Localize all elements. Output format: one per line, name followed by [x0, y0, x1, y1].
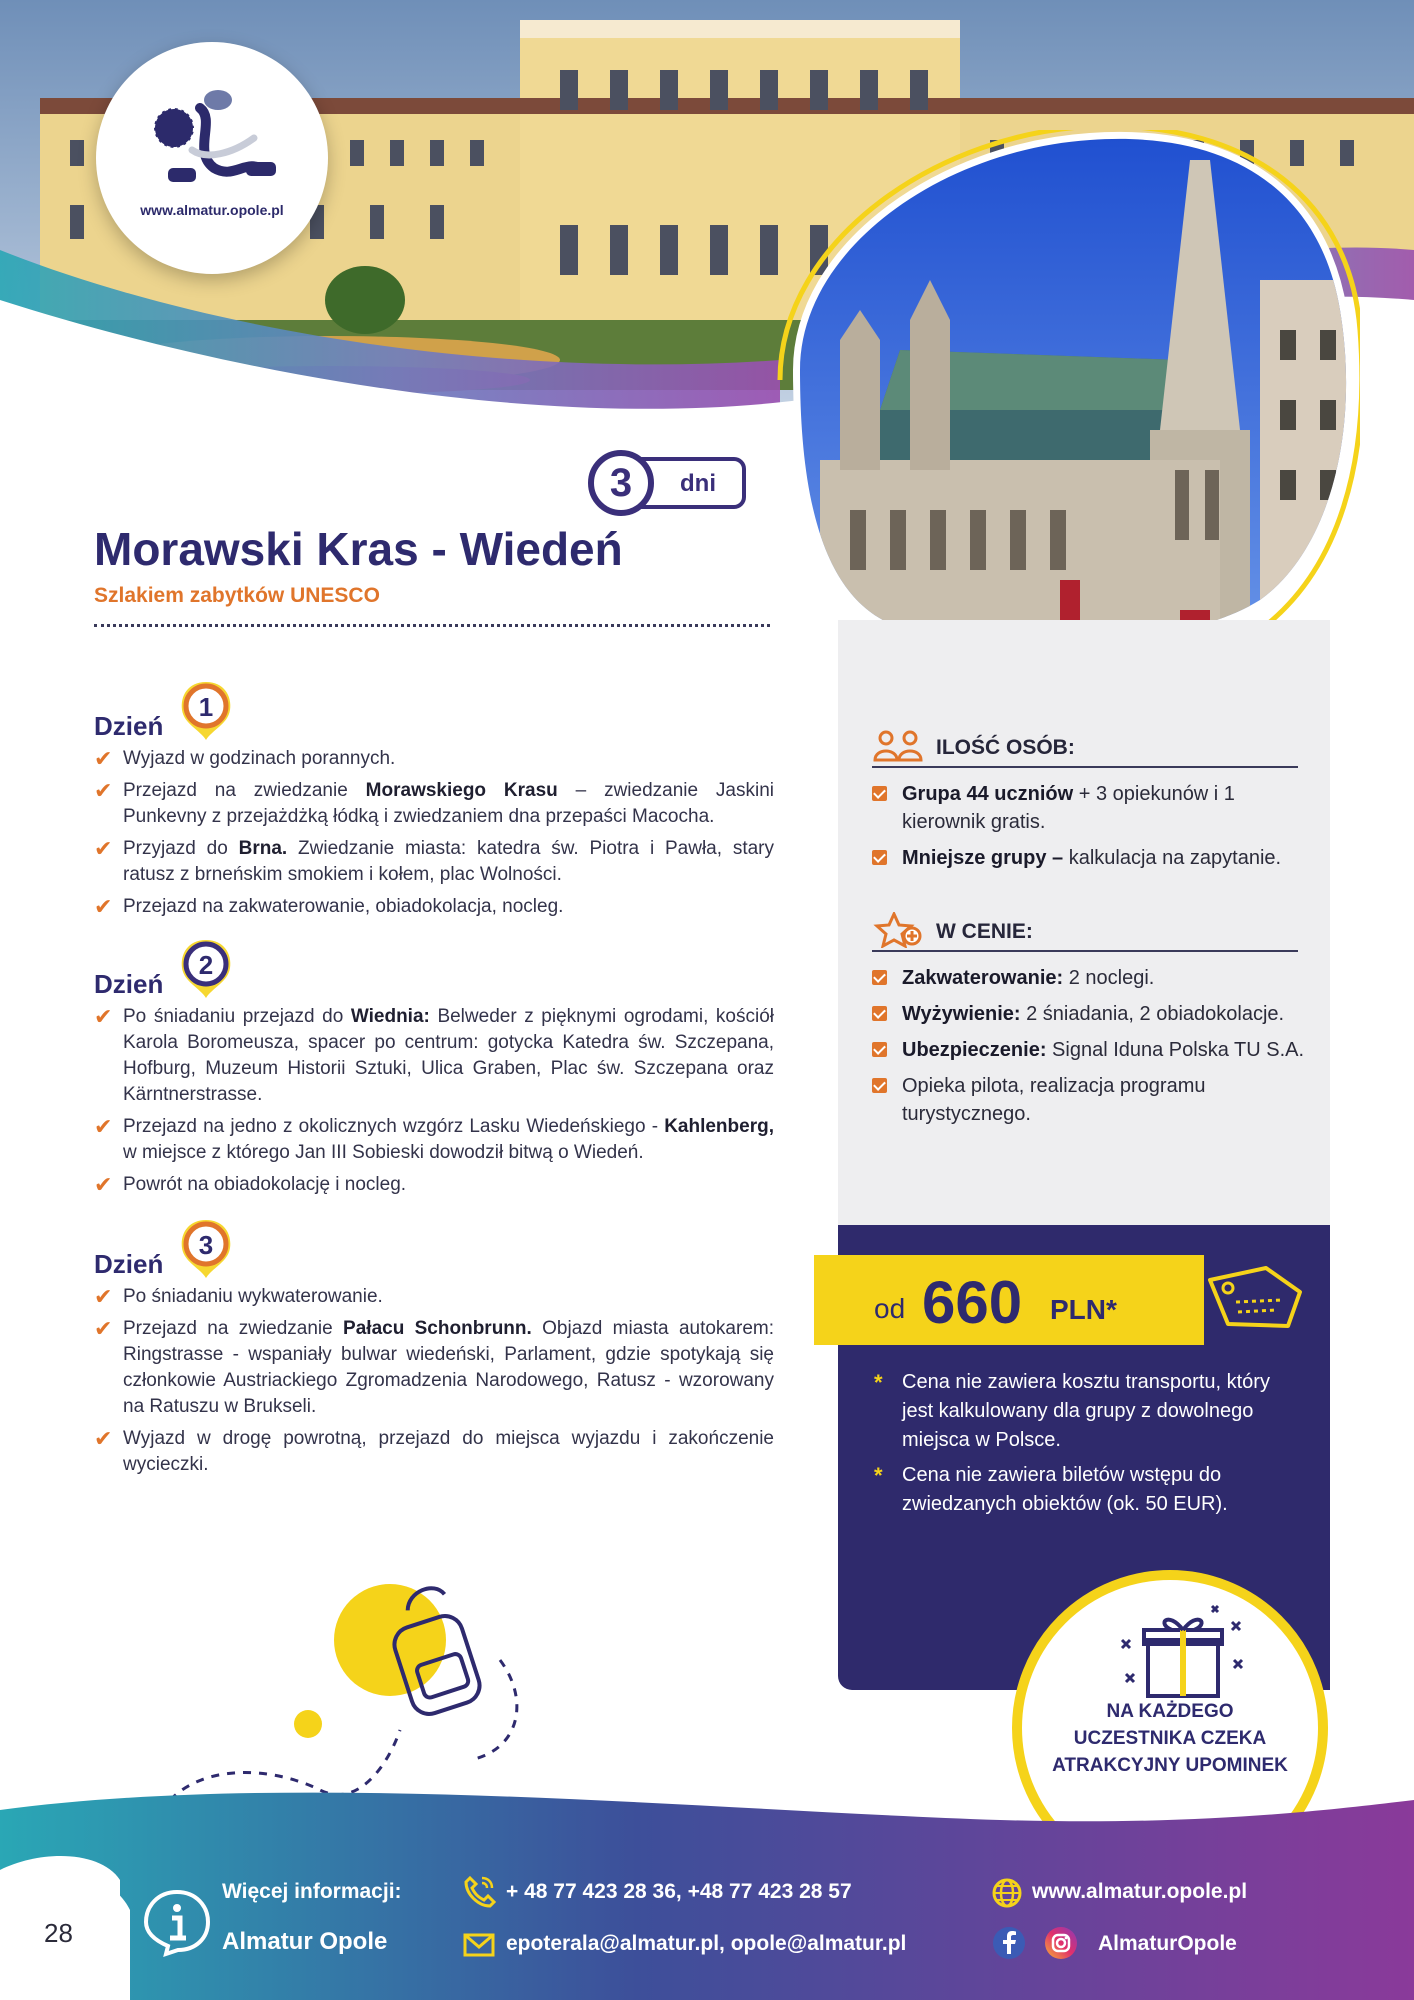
day-number: 1 — [198, 692, 214, 722]
day-number-pin-icon — [176, 678, 236, 744]
text: 2 noclegi. — [1063, 967, 1155, 989]
list-item — [872, 1000, 1312, 1028]
checkbox-icon — [872, 1078, 887, 1093]
text: – zwiedzanie Jaskini Punkevny z przejażdżką łódką i zwiedzaniem dna przepaści Macocha. — [123, 780, 775, 827]
facebook-icon[interactable] — [992, 1926, 1026, 1960]
dotted-divider — [94, 624, 770, 627]
backpack-decoration-icon — [170, 1580, 570, 1810]
almatur-logo — [96, 42, 328, 274]
text: Opieka pilota, realizacja programu turystycznego. — [902, 1075, 1206, 1125]
check-icon: ✔ — [94, 894, 113, 919]
asterisk-icon: * — [874, 1370, 883, 1395]
list-item — [94, 836, 774, 888]
text: Po śniadaniu przejazd do — [123, 1006, 351, 1027]
check-icon: ✔ — [94, 1004, 113, 1029]
email-icon — [462, 1928, 496, 1962]
text: Przejazd na zwiedzanie — [123, 780, 366, 801]
list-item — [872, 780, 1312, 836]
day-label: Dzień — [94, 711, 164, 741]
text: Wyjazd w drogę powrotną, przejazd do miejsca wyjazdu i zakończenie wycieczki. — [123, 1428, 774, 1475]
bold-text: Mniejsze grupy – — [902, 847, 1064, 869]
checkbox-icon — [872, 1042, 887, 1057]
bold-text: Morawskiego Krasu — [365, 780, 558, 801]
check-icon: ✔ — [94, 1172, 113, 1197]
list-item — [94, 778, 774, 830]
text: Signal Iduna Polska TU S.A. — [1046, 1039, 1305, 1061]
group-size-label: ILOŚĆ OSÓB: — [936, 736, 1075, 759]
list-item — [872, 1072, 1312, 1128]
logo-figure-icon — [96, 42, 328, 274]
bold-text: Pałacu Schonbrunn. — [343, 1318, 532, 1339]
day-label: Dzień — [94, 969, 164, 999]
instagram-icon[interactable] — [1044, 1926, 1078, 1960]
bold-text: Wyżywienie: — [902, 1003, 1021, 1025]
days-number: 3 — [588, 450, 654, 516]
asterisk-icon: * — [874, 1463, 883, 1488]
phone-numbers[interactable]: + 48 77 423 28 36, +48 77 423 28 57 — [506, 1880, 852, 1903]
bold-text: Kahlenberg, — [664, 1116, 774, 1137]
day-3-block — [94, 1226, 774, 1484]
checkbox-icon — [872, 850, 887, 865]
text: 2 śniadania, 2 obiadokolacje. — [1020, 1003, 1285, 1025]
gift-text: NA KAŻDEGO UCZESTNIKA CZEKA ATRAKCYJNY UPOMINEK — [1052, 1701, 1288, 1776]
checkbox-icon — [872, 1006, 887, 1021]
included-heading — [872, 912, 1298, 952]
bold-text: Ubezpieczenie: — [902, 1039, 1047, 1061]
group-size-heading — [872, 728, 1298, 768]
checkbox-icon — [872, 970, 887, 985]
globe-icon — [990, 1876, 1024, 1910]
list-item — [94, 1004, 774, 1108]
text: Przejazd na zakwaterowanie, obiadokolacja, nocleg. — [123, 896, 564, 917]
list-item — [872, 844, 1312, 872]
check-icon: ✔ — [94, 1114, 113, 1139]
text: Po śniadaniu wykwaterowanie. — [123, 1286, 383, 1307]
text: Cena nie zawiera kosztu transportu, który jest kalkulowany dla grupy z dowolnego miejsca w Polsce. — [902, 1371, 1270, 1451]
logo-url: www.almatur.opole.pl — [140, 202, 284, 218]
list-item — [872, 1461, 1302, 1519]
page-subtitle: Szlakiem zabytków UNESCO — [94, 584, 380, 607]
day-items-list — [94, 1004, 774, 1198]
list-item — [94, 894, 774, 920]
info-icon — [142, 1888, 212, 1958]
text: Zwiedzanie miasta: katedra św. Piotra i Pawła, stary ratusz z brneńskim smokiem i kołem, plac Wolności. — [123, 838, 774, 885]
list-item — [94, 1426, 774, 1478]
text: Przyjazd do — [123, 838, 239, 859]
group-size-list — [872, 780, 1312, 880]
check-icon: ✔ — [94, 778, 113, 803]
day-number: 2 — [198, 950, 214, 980]
bold-text: Grupa 44 uczniów — [902, 783, 1074, 805]
price-value: 660 — [922, 1269, 1023, 1336]
people-icon — [872, 728, 926, 764]
star-plus-icon — [872, 912, 926, 948]
day-number-pin-icon — [176, 936, 236, 1002]
price-notes-list — [872, 1368, 1302, 1525]
check-icon: ✔ — [94, 746, 113, 771]
text: Cena nie zawiera biletów wstępu do zwiedzanych obiektów (ok. 50 EUR). — [902, 1464, 1228, 1515]
day-1-block — [94, 688, 774, 926]
bold-text: Brna. — [238, 838, 288, 859]
info-title: Więcej informacji: — [222, 1880, 402, 1903]
included-label: W CENIE: — [936, 920, 1033, 943]
text: Przejazd na zwiedzanie — [123, 1318, 344, 1339]
check-icon: ✔ — [94, 1316, 113, 1341]
text: Wyjazd w godzinach porannych. — [123, 748, 396, 769]
page-number: 28 — [44, 1918, 73, 1948]
website-link[interactable]: www.almatur.opole.pl — [1032, 1880, 1248, 1903]
day-number: 3 — [198, 1230, 214, 1260]
gift-icon — [1112, 1600, 1252, 1710]
email-addresses[interactable]: epoterala@almatur.pl, opole@almatur.pl — [506, 1932, 907, 1955]
check-icon: ✔ — [94, 836, 113, 861]
list-item — [94, 1172, 774, 1198]
page-title: Morawski Kras - Wiedeń — [94, 523, 623, 575]
day-label: Dzień — [94, 1249, 164, 1279]
text: Przejazd na jedno z okolicznych wzgórz Lasku Wiedeńskiego - — [123, 1116, 665, 1137]
text: Powrót na obiadokolację i nocleg. — [123, 1174, 407, 1195]
checkbox-icon — [872, 786, 887, 801]
list-item — [872, 1036, 1312, 1064]
day-items-list — [94, 746, 774, 920]
check-icon: ✔ — [94, 1426, 113, 1451]
check-icon: ✔ — [94, 1284, 113, 1309]
day-2-block — [94, 946, 774, 1204]
price-tag-icon — [1204, 1262, 1304, 1332]
price-from: od — [874, 1293, 906, 1324]
text: Belweder z pięknymi ogrodami, kościół Karola Boromeusza, spacer po centrum: gotycka Katedra św. Szczepana, Hofburg, Muzeum Historii Sztuki, Ulica Graben, Plac św. Szczepana oraz Kärntnerstrasse. — [123, 1006, 775, 1105]
text: + 3 opiekunów i 1 kierownik gratis. — [902, 783, 1235, 833]
list-item — [94, 746, 774, 772]
list-item — [94, 1316, 774, 1420]
phone-icon — [462, 1874, 496, 1908]
list-item — [872, 1368, 1302, 1455]
info-name: Almatur Opole — [222, 1928, 388, 1955]
days-label: dni — [680, 470, 716, 497]
text: Objazd miasta autokarem: Ringstrasse - wspaniały bulwar wiedeński, Parlament, gdzie spotykają się członkowie Austriackiego Zgromadzenia Narodowego, Ratusz - wzorowany na Ratuszu w Brukseli. — [123, 1318, 774, 1417]
list-item — [94, 1114, 774, 1166]
text: w miejsce z którego Jan III Sobieski dowodził bitwą o Wiedeń. — [123, 1142, 644, 1163]
text: kalkulacja na zapytanie. — [1063, 847, 1282, 869]
bold-text: Wiednia: — [350, 1006, 430, 1027]
list-item — [94, 1284, 774, 1310]
price-currency: PLN* — [1050, 1294, 1117, 1325]
bold-text: Zakwaterowanie: — [902, 967, 1064, 989]
social-handle[interactable]: AlmaturOpole — [1098, 1932, 1237, 1955]
cathedral-photo — [760, 130, 1360, 670]
day-number-pin-icon — [176, 1216, 236, 1282]
included-list — [872, 964, 1312, 1136]
day-items-list — [94, 1284, 774, 1478]
list-item — [872, 964, 1312, 992]
days-badge — [588, 450, 746, 516]
